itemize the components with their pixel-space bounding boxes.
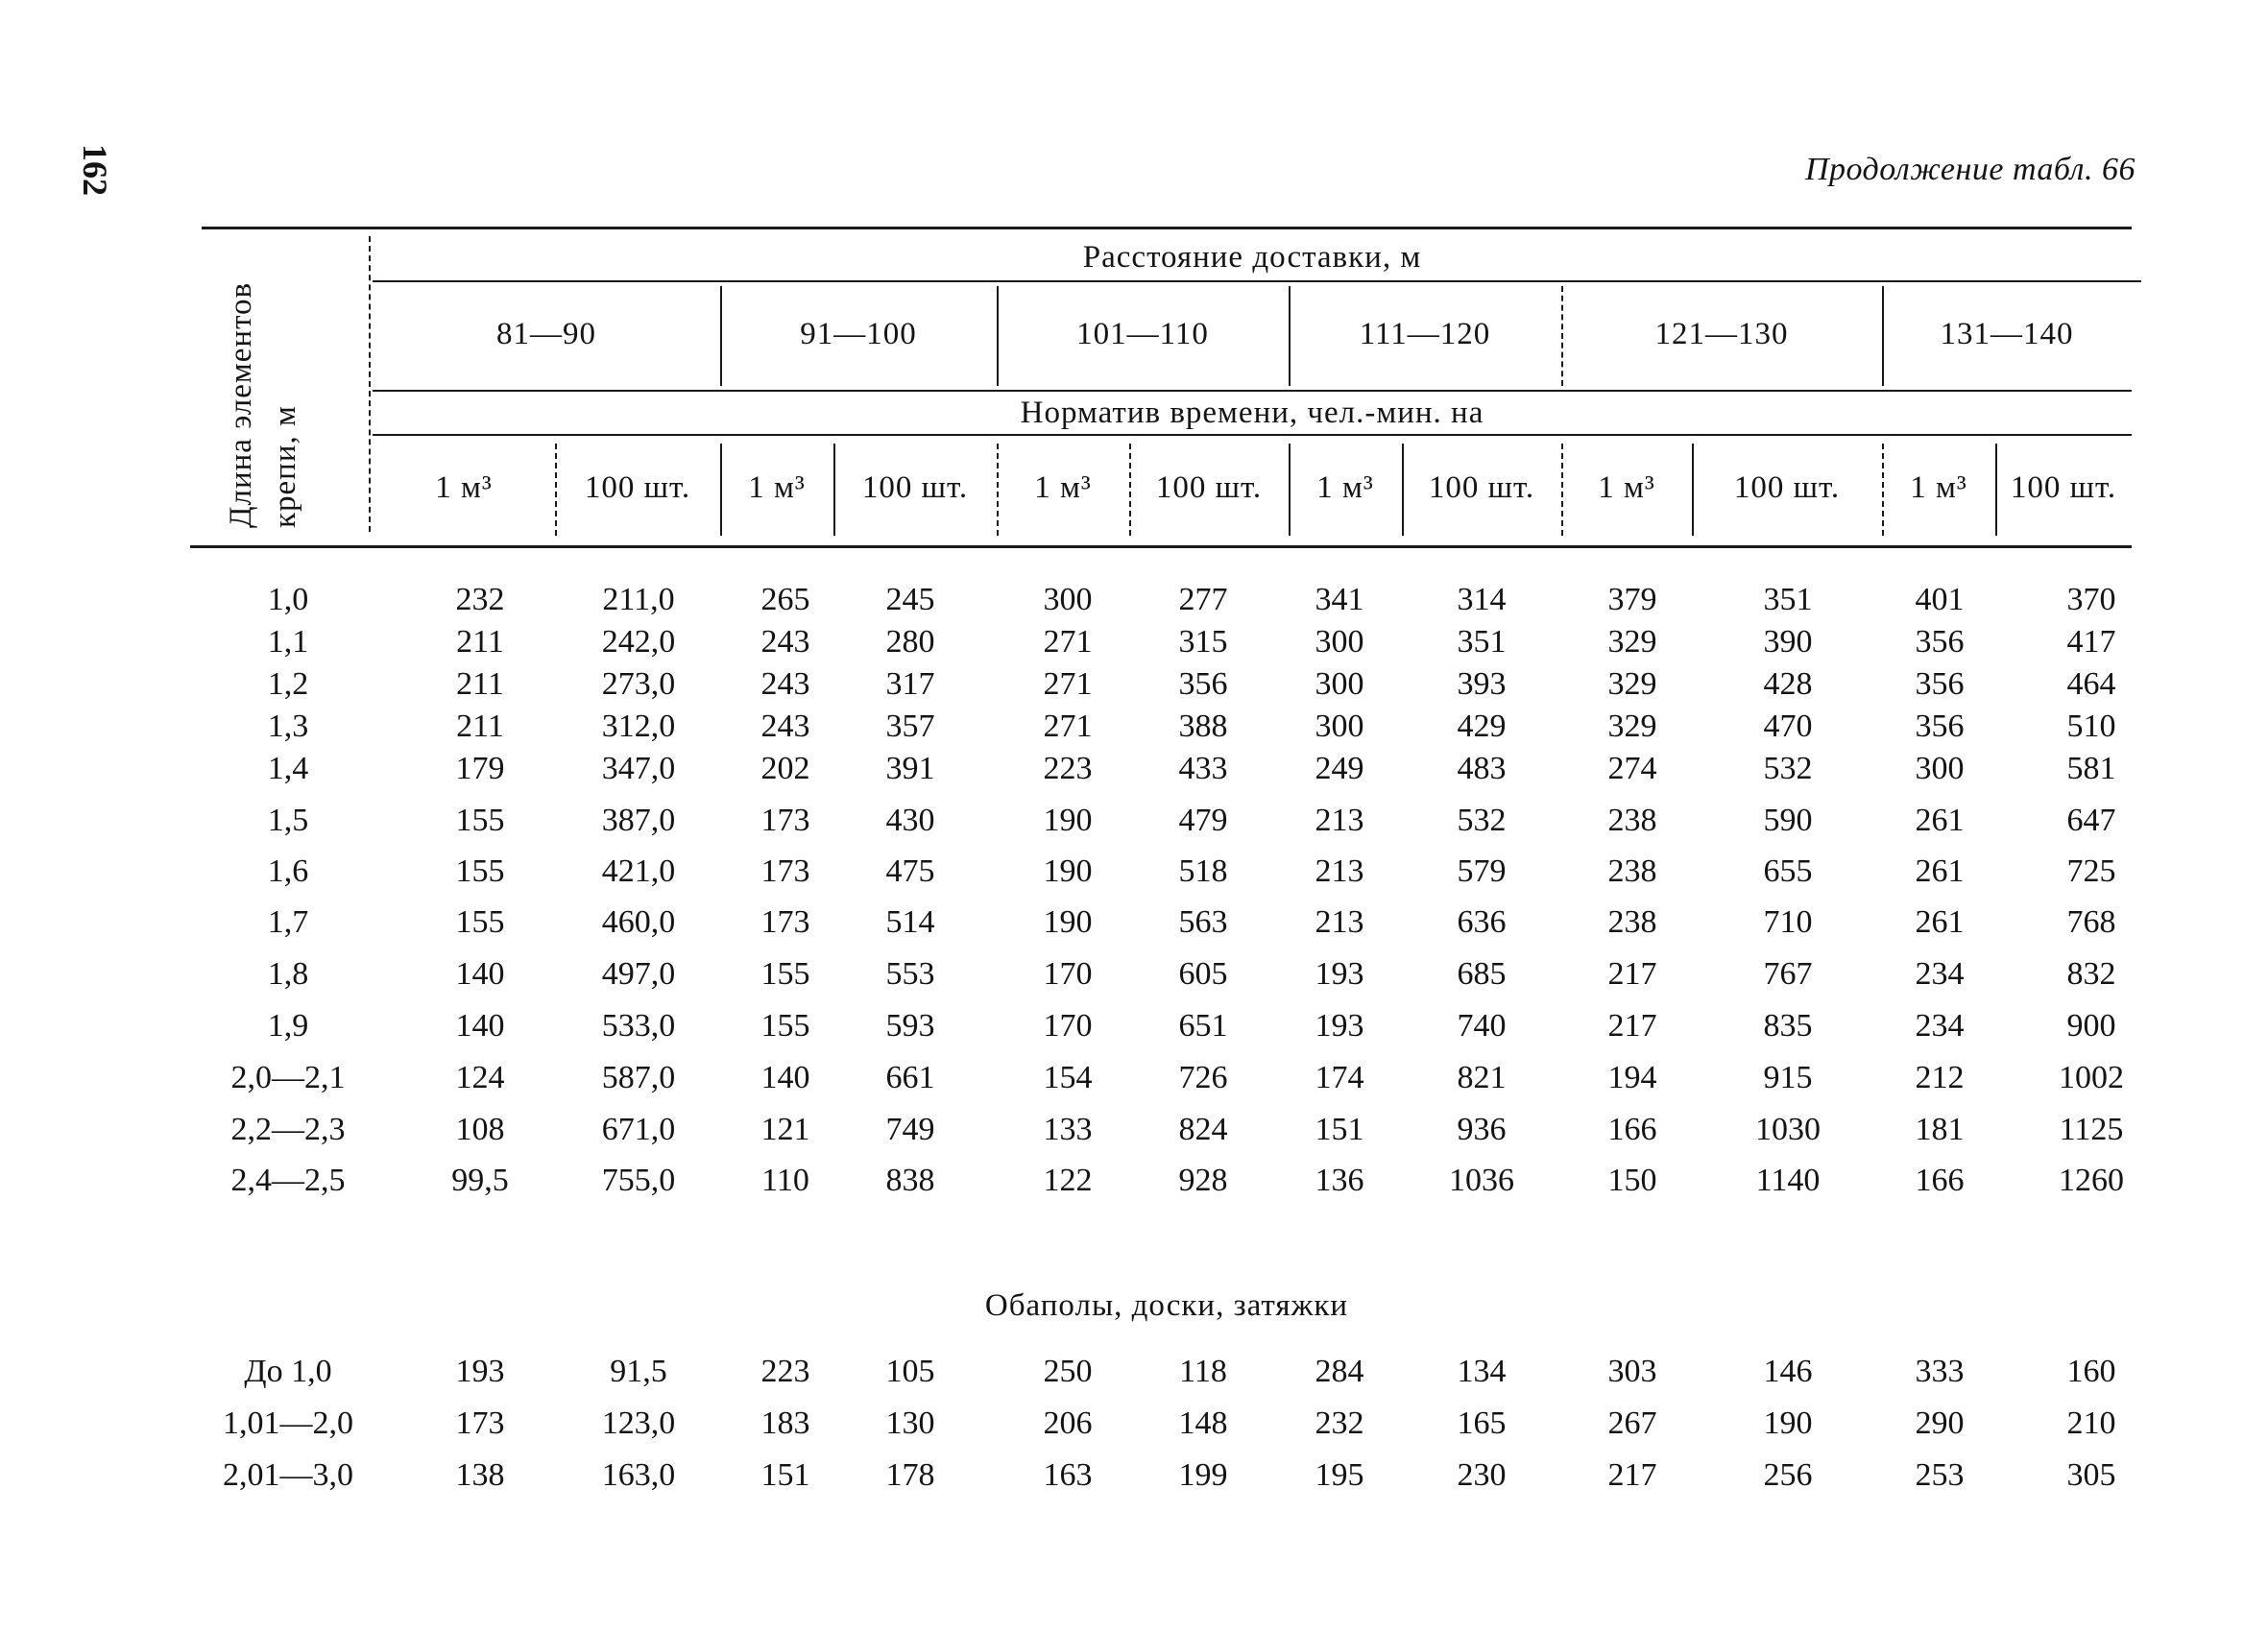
row-label: 2,4—2,5 [230,1163,346,1198]
table-cell: 341 [1315,582,1364,617]
table-cell: 518 [1178,853,1228,889]
table-cell: 195 [1315,1457,1364,1493]
table-cell: 314 [1457,582,1507,617]
table-row [0,1112,2268,1156]
row-label-line2: крепи, м [268,405,302,528]
table-cell: 290 [1915,1405,1965,1441]
table-row [0,624,2268,668]
table-cell: 356 [1178,666,1228,702]
section-title: Обаполы, доски, затяжки [984,1288,1349,1323]
table-cell: 213 [1315,853,1364,889]
table-cell: 163 [1043,1457,1093,1493]
table-cell: 160 [2066,1354,2116,1389]
unit-100-2: 100 шт. [861,470,969,505]
table-cell: 900 [2066,1008,2116,1044]
table-cell: 217 [1607,1008,1657,1044]
table-cell: 460,0 [601,904,676,940]
table-cell: 155 [455,803,505,838]
table-cell: 479 [1178,803,1228,838]
table-cell: 271 [1043,624,1093,660]
table-cell: 136 [1315,1163,1364,1198]
row-label-line1: Длина элементов [224,281,258,528]
table-cell: 514 [885,904,935,940]
table-row [0,751,2268,795]
table-cell: 243 [760,624,810,660]
table-cell: 173 [455,1405,505,1441]
table-cell: 647 [2066,803,2116,838]
table-cell: 277 [1178,582,1228,617]
table-cell: 593 [885,1008,935,1044]
table-cell: 181 [1915,1112,1965,1147]
row-label: 1,5 [267,803,309,838]
table-cell: 303 [1607,1354,1657,1389]
table-cell: 178 [885,1457,935,1493]
table-cell: 510 [2066,708,2116,744]
distance-rule [373,280,2141,282]
table-cell: 838 [885,1163,935,1198]
table-cell: 532 [1763,751,1813,786]
row-label: 1,3 [267,708,309,744]
table-cell: 533,0 [601,1008,676,1044]
table-cell: 433 [1178,751,1228,786]
unit-100-3: 100 шт. [1155,470,1263,505]
table-cell: 390 [1763,624,1813,660]
table-cell: 155 [455,853,505,889]
table-cell: 166 [1915,1163,1965,1198]
table-cell: 1036 [1449,1163,1514,1198]
table-cell: 475 [885,853,935,889]
table-cell: 155 [760,1008,810,1044]
table-cell: 271 [1043,708,1093,744]
table-cell: 140 [760,1060,810,1095]
table-cell: 261 [1915,904,1965,940]
table-cell: 130 [885,1405,935,1441]
table-cell: 151 [1315,1112,1364,1147]
table-cell: 483 [1457,751,1507,786]
table-cell: 253 [1915,1457,1965,1493]
table-cell: 356 [1915,666,1965,702]
unit-m3-5: 1 м³ [1598,470,1655,505]
table-cell: 356 [1915,708,1965,744]
unit-m3-2: 1 м³ [748,470,806,505]
section-row [0,1405,2268,1450]
table-cell: 590 [1763,803,1813,838]
section-row [0,1457,2268,1501]
table-cell: 190 [1043,803,1093,838]
table-cell: 232 [455,582,505,617]
row-label: 2,0—2,1 [230,1060,346,1095]
unit-100-5: 100 шт. [1733,470,1841,505]
table-cell: 391 [885,751,935,786]
table-cell: 267 [1607,1405,1657,1441]
table-cell: 238 [1607,904,1657,940]
table-cell: 710 [1763,904,1813,940]
table-cell: 183 [760,1405,810,1441]
table-cell: 165 [1457,1405,1507,1441]
table-cell: 553 [885,956,935,992]
table-cell: 91,5 [610,1354,667,1389]
table-cell: 317 [885,666,935,702]
table-cell: 388 [1178,708,1228,744]
table-cell: 370 [2066,582,2116,617]
unit-m3-6: 1 м³ [1910,470,1967,505]
table-row [0,582,2268,626]
table-cell: 234 [1915,956,1965,992]
row-label: 1,6 [267,853,309,889]
table-cell: 173 [760,853,810,889]
table-cell: 243 [760,666,810,702]
table-cell: 261 [1915,853,1965,889]
table-cell: 238 [1607,853,1657,889]
table-cell: 581 [2066,751,2116,786]
row-label: 2,2—2,3 [230,1112,346,1147]
table-cell: 655 [1763,853,1813,889]
table-cell: 133 [1043,1112,1093,1147]
table-cell: 271 [1043,666,1093,702]
table-cell: 671,0 [601,1112,676,1147]
table-cell: 274 [1607,751,1657,786]
table-cell: 261 [1915,803,1965,838]
unit-100-6: 100 шт. [2010,470,2117,505]
table-cell: 163,0 [601,1457,676,1493]
table-cell: 768 [2066,904,2116,940]
table-cell: 300 [1915,751,1965,786]
table-cell: 300 [1315,708,1364,744]
table-cell: 202 [760,751,810,786]
table-cell: 213 [1315,803,1364,838]
page-number: 162 [76,144,114,196]
table-cell: 428 [1763,666,1813,702]
table-caption: Продолжение табл. 66 [1804,152,2135,187]
table-cell: 217 [1607,1457,1657,1493]
table-cell: 636 [1457,904,1507,940]
table-cell: 238 [1607,803,1657,838]
table-cell: 725 [2066,853,2116,889]
row-label: 2,01—3,0 [223,1457,353,1493]
table-cell: 190 [1043,853,1093,889]
table-cell: 1002 [2059,1060,2124,1095]
table-cell: 213 [1315,904,1364,940]
unit-m3-3: 1 м³ [1034,470,1092,505]
row-label: 1,01—2,0 [223,1405,353,1441]
table-cell: 193 [455,1354,505,1389]
table-cell: 211 [456,624,504,660]
table-cell: 256 [1763,1457,1813,1493]
table-cell: 315 [1178,624,1228,660]
table-cell: 464 [2066,666,2116,702]
table-cell: 305 [2066,1457,2116,1493]
table-row [0,803,2268,847]
table-cell: 1140 [1755,1163,1821,1198]
table-cell: 329 [1607,708,1657,744]
table-cell: 651 [1178,1008,1228,1044]
unit-100-4: 100 шт. [1428,470,1535,505]
table-cell: 563 [1178,904,1228,940]
table-cell: 379 [1607,582,1657,617]
table-row [0,1060,2268,1104]
table-cell: 234 [1915,1008,1965,1044]
table-cell: 356 [1915,624,1965,660]
range-rule [373,390,2132,392]
table-cell: 333 [1915,1354,1965,1389]
table-cell: 170 [1043,1008,1093,1044]
table-cell: 212 [1915,1060,1965,1095]
table-cell: 351 [1457,624,1507,660]
table-row [0,956,2268,1000]
table-cell: 190 [1763,1405,1813,1441]
table-row [0,904,2268,949]
table-cell: 740 [1457,1008,1507,1044]
row-label: 1,1 [267,624,309,660]
table-cell: 190 [1043,904,1093,940]
unit-100-1: 100 шт. [584,470,691,505]
table-cell: 312,0 [601,708,676,744]
table-cell: 134 [1457,1354,1507,1389]
table-cell: 193 [1315,1008,1364,1044]
table-cell: 155 [760,956,810,992]
table-cell: 105 [885,1354,935,1389]
table-cell: 193 [1315,956,1364,992]
table-cell: 755,0 [601,1163,676,1198]
table-cell: 579 [1457,853,1507,889]
table-row [0,708,2268,753]
table-cell: 210 [2066,1405,2116,1441]
table-cell: 170 [1043,956,1093,992]
row-label: 1,7 [267,904,309,940]
table-cell: 121 [760,1112,810,1147]
table-cell: 140 [455,1008,505,1044]
table-cell: 138 [455,1457,505,1493]
table-cell: 1125 [2059,1112,2124,1147]
row-label: 1,9 [267,1008,309,1044]
table-cell: 605 [1178,956,1228,992]
table-cell: 393 [1457,666,1507,702]
table-cell: 211,0 [602,582,675,617]
table-cell: 223 [760,1354,810,1389]
table-cell: 300 [1315,624,1364,660]
table-cell: 284 [1315,1354,1364,1389]
table-cell: 199 [1178,1457,1228,1493]
table-cell: 217 [1607,956,1657,992]
range-111-120: 111—120 [1359,317,1491,351]
table-cell: 429 [1457,708,1507,744]
table-cell: 532 [1457,803,1507,838]
table-cell: 401 [1915,582,1965,617]
table-cell: 230 [1457,1457,1507,1493]
table-cell: 110 [761,1163,809,1198]
table-cell: 123,0 [601,1405,676,1441]
table-cell: 357 [885,708,935,744]
range-131-140: 131—140 [1940,317,2074,351]
table-cell: 242,0 [601,624,676,660]
table-cell: 249 [1315,751,1364,786]
table-row [0,1008,2268,1052]
table-cell: 421,0 [601,853,676,889]
table-cell: 173 [760,904,810,940]
table-cell: 661 [885,1060,935,1095]
table-cell: 587,0 [601,1060,676,1095]
table-cell: 470 [1763,708,1813,744]
table-cell: 232 [1315,1405,1364,1441]
table-cell: 387,0 [601,803,676,838]
table-cell: 108 [455,1112,505,1147]
table-cell: 211 [456,666,504,702]
range-91-100: 91—100 [800,317,917,351]
table-cell: 174 [1315,1060,1364,1095]
table-row [0,666,2268,710]
range-81-90: 81—90 [496,317,596,351]
table-cell: 417 [2066,624,2116,660]
distance-title: Расстояние доставки, м [1082,240,1422,275]
table-cell: 497,0 [601,956,676,992]
table-cell: 99,5 [451,1163,509,1198]
row-label: До 1,0 [244,1354,332,1389]
unit-m3-4: 1 м³ [1316,470,1374,505]
table-cell: 166 [1607,1112,1657,1147]
table-cell: 351 [1763,582,1813,617]
table-cell: 173 [760,803,810,838]
table-cell: 179 [455,751,505,786]
label-separator [369,236,371,532]
row-label: 1,2 [267,666,309,702]
table-cell: 150 [1607,1163,1657,1198]
table-cell: 280 [885,624,935,660]
table-cell: 148 [1178,1405,1228,1441]
table-cell: 685 [1457,956,1507,992]
table-cell: 265 [760,582,810,617]
norm-title: Норматив времени, чел.-мин. на [1020,396,1484,430]
table-cell: 140 [455,956,505,992]
table-cell: 329 [1607,624,1657,660]
table-cell: 821 [1457,1060,1507,1095]
table-cell: 273,0 [601,666,676,702]
table-cell: 206 [1043,1405,1093,1441]
row-label: 1,8 [267,956,309,992]
section-row [0,1354,2268,1398]
table-cell: 154 [1043,1060,1093,1095]
table-cell: 835 [1763,1008,1813,1044]
table-cell: 329 [1607,666,1657,702]
table-cell: 767 [1763,956,1813,992]
row-label: 1,4 [267,751,309,786]
table-cell: 223 [1043,751,1093,786]
table-cell: 824 [1178,1112,1228,1147]
table-cell: 151 [760,1457,810,1493]
header-bottom-rule [190,545,2132,548]
range-101-110: 101—110 [1076,317,1209,351]
row-label: 1,0 [267,582,309,617]
norm-rule [373,434,2132,436]
table-cell: 915 [1763,1060,1813,1095]
table-cell: 300 [1043,582,1093,617]
table-cell: 211 [456,708,504,744]
table-cell: 146 [1763,1354,1813,1389]
top-rule [202,227,2132,229]
table-cell: 243 [760,708,810,744]
unit-m3-1: 1 м³ [435,470,493,505]
table-cell: 300 [1315,666,1364,702]
table-row [0,853,2268,898]
table-cell: 1030 [1755,1112,1821,1147]
table-cell: 936 [1457,1112,1507,1147]
table-cell: 726 [1178,1060,1228,1095]
table-cell: 347,0 [601,751,676,786]
table-cell: 430 [885,803,935,838]
table-cell: 155 [455,904,505,940]
table-cell: 118 [1179,1354,1227,1389]
table-cell: 928 [1178,1163,1228,1198]
row-label-header [219,282,307,528]
table-cell: 832 [2066,956,2116,992]
table-row [0,1163,2268,1207]
table-cell: 250 [1043,1354,1093,1389]
table-cell: 1260 [2059,1163,2124,1198]
table-cell: 124 [455,1060,505,1095]
table-cell: 245 [885,582,935,617]
range-121-130: 121—130 [1654,317,1789,351]
table-cell: 749 [885,1112,935,1147]
table-cell: 194 [1607,1060,1657,1095]
table-cell: 122 [1043,1163,1093,1198]
